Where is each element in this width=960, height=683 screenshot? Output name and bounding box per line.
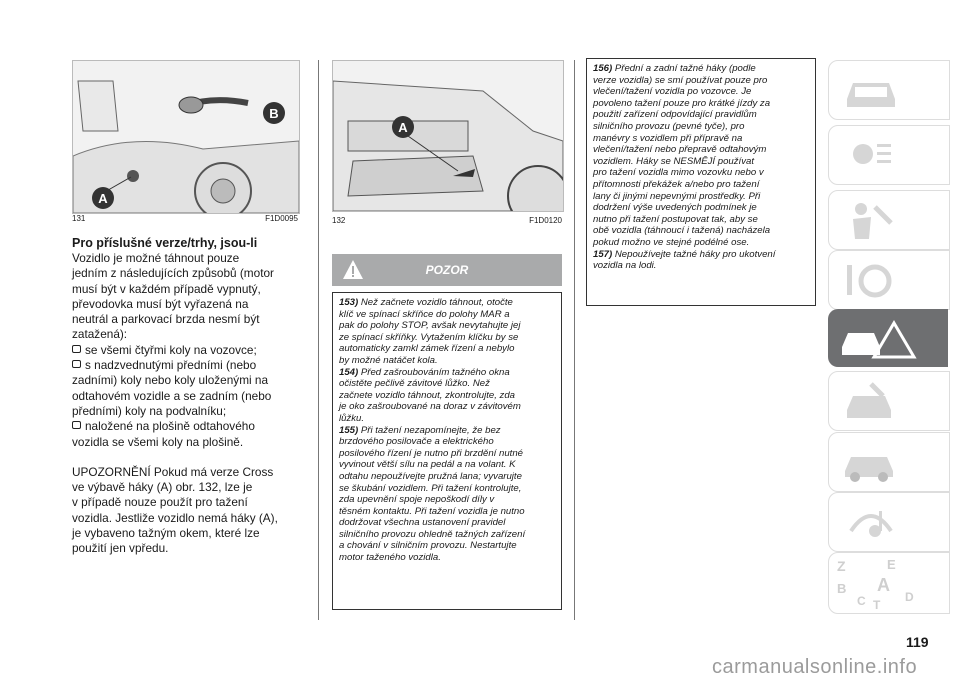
text-line: zatažená): (72, 327, 128, 342)
figure-131-caption (72, 214, 298, 223)
bullet-item: se všemi čtyřmi koly na vozovce; (72, 343, 304, 358)
text-line: ve výbavě háky (A) obr. 132, lze je (72, 480, 253, 495)
figure-132-image (332, 60, 564, 212)
index-letter: C (857, 594, 866, 608)
index-letter: A (877, 575, 890, 595)
chapter-tab-safety[interactable] (828, 190, 950, 250)
wrench-car-icon (841, 380, 901, 424)
text-line: musí být v každém případě vypnutý, (72, 281, 261, 296)
multimedia-icon (841, 501, 901, 545)
figure-number: 131 (72, 214, 86, 223)
lights-icon (841, 134, 901, 178)
text-line: odtahovém vozidle a se zadním (nebo (72, 388, 272, 403)
index-letters-icon (833, 555, 933, 611)
front-hook-illustration (333, 61, 563, 211)
index-letter: E (887, 557, 896, 572)
bullet-icon (72, 345, 81, 353)
bullet-icon (72, 360, 81, 368)
text-line: UPOZORNĚNÍ Pokud má verze Cross (72, 464, 274, 479)
column-divider (318, 60, 319, 620)
bullet-icon (72, 421, 81, 429)
text-line: předními) koly na podvalníku; (72, 403, 227, 418)
notes-continued (586, 58, 816, 306)
warning-header (332, 254, 562, 286)
text-line: v případě nouze použít pro tažení (72, 495, 248, 510)
page-number: 119 (906, 634, 929, 650)
section-intro (72, 251, 304, 450)
chapter-tab-specs[interactable] (828, 432, 950, 492)
chapter-tab-dashboard[interactable] (828, 60, 950, 120)
figure-131-image (72, 60, 300, 214)
chapter-tab-index[interactable] (828, 552, 950, 614)
rear-towing-illustration (73, 61, 299, 213)
chapter-tab-emergency[interactable] (828, 309, 948, 367)
seatbelt-airbag-icon (841, 199, 901, 243)
index-letter: D (905, 590, 914, 604)
bullet-item: s nadzvednutými předními (nebo (72, 358, 304, 373)
figure-132-label-a: A (398, 120, 408, 135)
figure-131-label-b: B (269, 106, 279, 121)
text-line: vozidla se všemi koly na plošině. (72, 434, 244, 449)
figure-code: F1D0120 (529, 216, 562, 225)
index-letter: Z (837, 558, 846, 574)
warning-note-156: 156) Přední a zadní tažné háky (podle verze vozidla) se smí používat pouze pro vlečení/tažení vozidla po vozovce. Je povoleno tažení pouze pro krátké jízdy za použití zařízení odpovídající pravidlům silničního provozu (pevné tyče), pro manévry s vozidlem při přípravě na vlečení/tažení nebo přepravě odtahovým vozidlem. Háky se NESMĚJÍ používat pro tažení vozidla mimo vozovku nebo v přítomnosti překážek a/nebo pro tažení lany či jinými nepevnými prostředky. Při dodržení výše uvedených podmínek je nutno při tažení postupovat tak, aby se obě vozidla (táhnoucí i tažená) nacházela pokud možno ve stejné podélné ose. (593, 63, 771, 248)
text-line: vozidla. Jestliže vozidlo nemá háky (A), (72, 510, 278, 525)
warning-note-157: 157) Nepoužívejte tažné háky pro ukotvení vozidla na lodi. (593, 248, 776, 272)
warning-note-154: 154) Před zašroubováním tažného okna očistěte pečlivě závitové lůžko. Než začnete vozidlo táhnout, zkontrolujte, zda je oko zašroubované na doraz v závitovém lůžku. (339, 366, 521, 424)
text-line: zadními) koly nebo koly uloženými na (72, 373, 269, 388)
warning-note-153: 153) Než začnete vozidlo táhnout, otočte klíč ve spínací skříňce do polohy MAR a pak do polohy STOP, avšak nevytahujte jej ze spínací skříňky. Vytažením klíčku by se automaticky zamkl zámek řízení a nebylo by možné natáčet kola. (339, 297, 521, 366)
index-letter: T (873, 598, 881, 611)
text-line: jedním z následujících způsobů (motor (72, 266, 274, 281)
text-line: Vozidlo je možné táhnout pouze (72, 251, 240, 265)
figure-number: 132 (332, 216, 346, 225)
chapter-tab-multimedia[interactable] (828, 492, 950, 552)
car-warning-triangle-icon (838, 317, 918, 361)
text-line: použití jen vpředu. (72, 541, 169, 556)
section-heading: Pro příslušné verze/trhy, jsou-li (72, 236, 258, 250)
index-letter: B (837, 581, 847, 596)
figure-131-label-a: A (98, 191, 108, 206)
chapter-tab-lights[interactable] (828, 125, 950, 185)
figure-code: F1D0095 (265, 214, 298, 223)
watermark: carmanualsonline.info (712, 656, 918, 678)
chapter-tab-driving[interactable] (828, 250, 950, 310)
steering-key-icon (841, 259, 901, 303)
bullet-item: naložené na plošině odtahového (72, 419, 304, 434)
text-line: je vybaveno tažným okem, které lze (72, 526, 260, 541)
text-line: převodovka musí být vyřazená na (72, 296, 249, 311)
chapter-tab-maintenance[interactable] (828, 371, 950, 431)
car-dashboard-icon (841, 69, 901, 113)
warning-paragraph (72, 465, 304, 557)
figure-132-caption (332, 216, 562, 225)
text-line: neutrál a parkovací brzda nesmí být (72, 312, 260, 327)
column-divider (574, 60, 575, 620)
car-specs-icon (841, 441, 901, 485)
warning-title: POZOR (425, 263, 469, 277)
towing-section (72, 236, 304, 557)
warning-note-155: 155) Při tažení nezapomínejte, že bez brzdového posilovače a elektrického posilového řízení je nutno při brzdění nutné vyvinout větší sílu na pedál a na volant. K odtahu nepoužívejte pružná lana; vyvarujte se škubání vozidlem. Při tažení kontrolujte, zda upevnění spoje nepoškodí díly v těsném kontaktu. Při tažení vozidla je nutno dodržovat všechna ustanovení pravidel silničního provozu ohledně tažných zařízení a chování v silničním provozu. Nestartujte motor taženého vozidla. (339, 424, 526, 564)
warning-notes (332, 292, 562, 610)
